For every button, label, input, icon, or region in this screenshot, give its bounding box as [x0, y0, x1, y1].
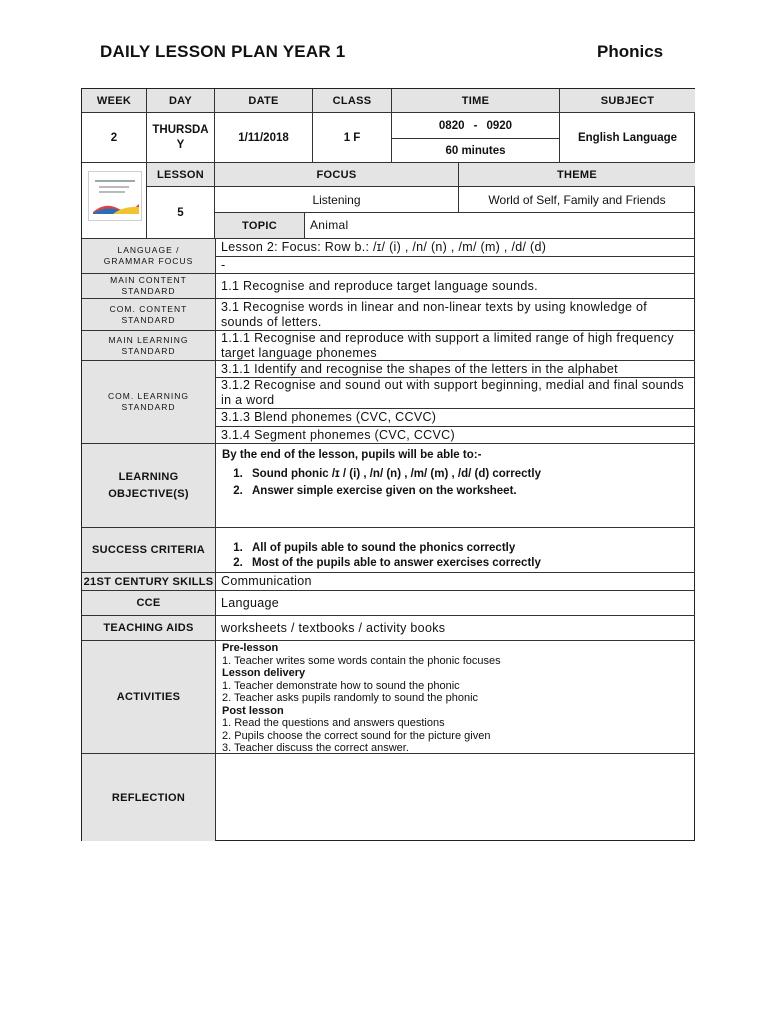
activity-step: 1. Teacher writes some words contain the phonic focuses: [222, 654, 501, 667]
day-value-line1: THURSDA: [152, 123, 209, 136]
lesson-thumbnail-image: [88, 171, 142, 221]
lesson-delivery-heading: Lesson delivery: [222, 667, 306, 679]
com-content-standard-label: COM. CONTENT STANDARD: [82, 299, 216, 331]
activity-step: 2. Pupils choose the correct sound for the picture given: [222, 729, 491, 742]
activities-value: [216, 641, 695, 754]
learning-objectives-label: LEARNING OBJECTIVE(S): [82, 444, 216, 528]
post-lesson-heading: Post lesson: [222, 704, 284, 717]
focus-value: Listening: [215, 187, 459, 213]
language-focus-label: LANGUAGE / GRAMMAR FOCUS: [82, 239, 216, 274]
activity-step: 2. Teacher asks pupils randomly to sound the phonic: [222, 692, 479, 704]
day-value-line2: Y: [176, 138, 185, 151]
learning-objectives-value: [216, 444, 695, 528]
date-value: 1/11/2018: [215, 113, 313, 163]
time-start: 0820: [438, 119, 465, 132]
time-range: [392, 113, 560, 139]
thumbnail-wave-graphic: [93, 200, 139, 214]
lesson-plan-table: [81, 88, 695, 841]
topic-value: Animal: [305, 213, 695, 239]
main-content-standard-label: MAIN CONTENT STANDARD: [82, 274, 216, 299]
success-criteria-list: [246, 541, 689, 571]
main-learning-standard-value: 1.1.1 Recognise and reproduce with support a limited range of high frequency target language phonemes: [216, 331, 695, 361]
time-separator: -: [473, 119, 478, 132]
focus-header: FOCUS: [215, 163, 459, 187]
reflection-value: [216, 754, 695, 841]
time-header: TIME: [392, 89, 560, 113]
cce-value: Language: [216, 591, 695, 616]
week-value: 2: [82, 113, 147, 163]
success-criteria-item: 1. All of pupils able to sound the phonics correctly: [246, 541, 689, 556]
activity-step: 1. Read the questions and answers questions: [222, 717, 445, 729]
day-value: [147, 113, 215, 163]
subject-header: SUBJECT: [560, 89, 695, 113]
time-end: 0920: [486, 119, 513, 132]
lesson-number: 5: [147, 187, 215, 239]
cce-label: CCE: [82, 591, 216, 616]
theme-value: World of Self, Family and Friends: [459, 187, 695, 213]
class-header: CLASS: [313, 89, 392, 113]
skills-label: 21ST CENTURY SKILLS: [82, 573, 216, 591]
main-learning-standard-label: MAIN LEARNING STANDARD: [82, 331, 216, 361]
com-content-standard-value: 3.1 Recognise words in linear and non-linear texts by using knowledge of sounds of letters.: [216, 299, 695, 331]
reflection-label: REFLECTION: [82, 754, 216, 841]
objectives-list: [246, 466, 689, 500]
theme-header: THEME: [459, 163, 695, 187]
language-focus-value: Lesson 2: Focus: Row b.: /ɪ/ (i) , /n/ (n) , /m/ (m) , /d/ (d): [216, 239, 695, 257]
success-criteria-item: 2. Most of the pupils able to answer exercises correctly: [246, 556, 689, 571]
page-title: DAILY LESSON PLAN YEAR 1: [100, 42, 346, 61]
objectives-intro: By the end of the lesson, pupils will be able to:-: [222, 449, 482, 461]
teaching-aids-value: worksheets / textbooks / activity books: [216, 616, 695, 641]
class-value: 1 F: [313, 113, 392, 163]
activity-step: 1. Teacher demonstrate how to sound the phonic: [222, 679, 460, 692]
lesson-header: LESSON: [147, 163, 215, 187]
pre-lesson-heading: Pre-lesson: [222, 642, 279, 654]
day-header: DAY: [147, 89, 215, 113]
subject-value: English Language: [560, 113, 695, 163]
success-criteria-label: SUCCESS CRITERIA: [82, 528, 216, 573]
com-learning-standard-item: 3.1.4 Segment phonemes (CVC, CCVC): [216, 427, 695, 444]
objective-item: 2. Answer simple exercise given on the worksheet.: [246, 483, 689, 500]
language-focus-extra: -: [216, 257, 695, 274]
lesson-thumbnail-cell: [82, 163, 147, 239]
com-learning-standard-item: 3.1.3 Blend phonemes (CVC, CCVC): [216, 409, 695, 427]
activities-label: ACTIVITIES: [82, 641, 216, 754]
teaching-aids-label: TEACHING AIDS: [82, 616, 216, 641]
skills-value: Communication: [216, 573, 695, 591]
com-learning-standard-label: COM. LEARNING STANDARD: [82, 361, 216, 444]
main-content-standard-value: 1.1 Recognise and reproduce target language sounds.: [216, 274, 695, 299]
com-learning-standard-item: 3.1.1 Identify and recognise the shapes of the letters in the alphabet: [216, 361, 695, 378]
activity-step: 3. Teacher discuss the correct answer.: [222, 742, 409, 754]
topic-header: TOPIC: [215, 213, 305, 239]
objective-item: 1. Sound phonic /ɪ / (i) , /n/ (n) , /m/ (m) , /d/ (d) correctly: [246, 466, 689, 483]
time-duration: 60 minutes: [392, 139, 560, 163]
page-subject: Phonics: [597, 42, 664, 61]
com-learning-standard-item: 3.1.2 Recognise and sound out with support beginning, medial and final sounds in a word: [216, 378, 695, 409]
success-criteria-value: [216, 528, 695, 573]
date-header: DATE: [215, 89, 313, 113]
week-header: WEEK: [82, 89, 147, 113]
